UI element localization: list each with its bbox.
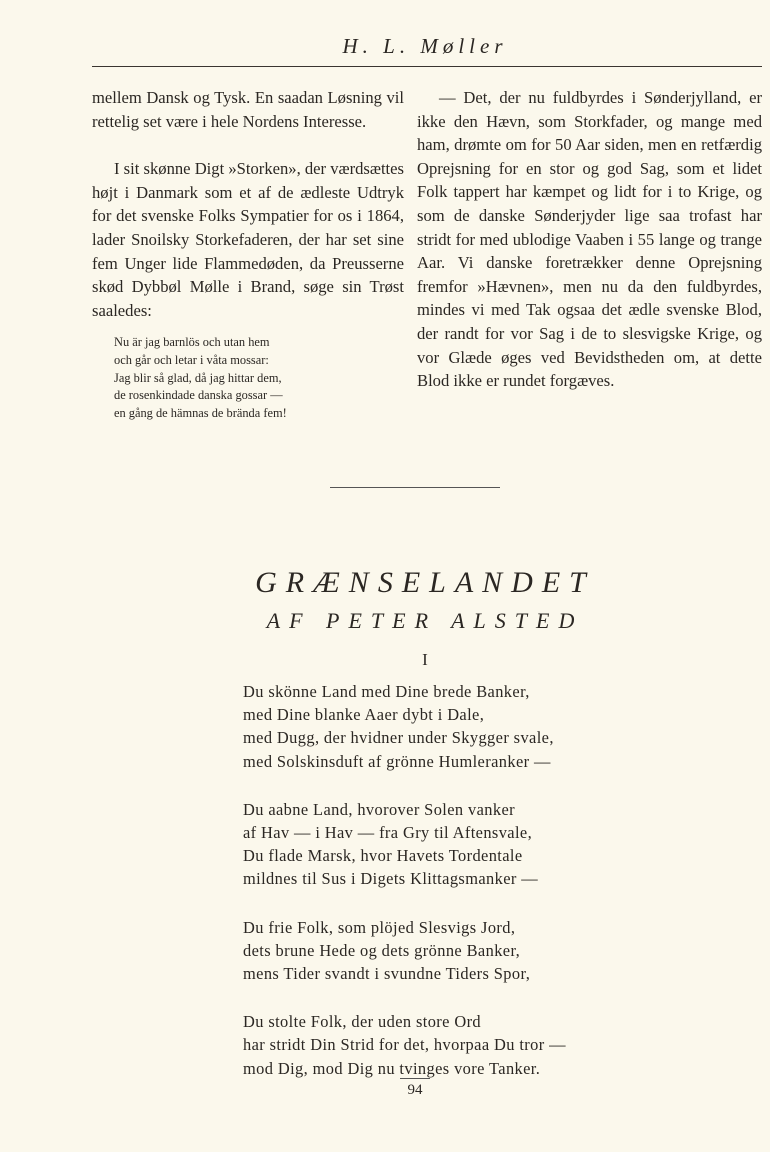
stanza [243,680,566,773]
quote-line: Jag blir så glad, då jag hittar dem, [114,370,282,385]
header-rule [92,66,762,67]
stanza [243,798,566,891]
verse-line: mildnes til Sus i Digets Klittagsmanker — [243,869,539,889]
quote-line: en gång de hämnas de brända fem! [114,405,287,420]
verse-line: Du flade Marsk, hvor Havets Tordentale [243,846,523,866]
paragraph: I sit skønne Digt »Storken», der værdsættes højt i Danmark som et af de ædleste Udtryk for det svenske Folks Sympatier for os i 1864, lader Snoilsky Storkefaderen, der har set sine fem Unger lide Flammedøden, da Preusserne skød Dybbøl Mølle i Brand, søge sin Trøst saaledes: [92,159,404,320]
verse-line: Du frie Folk, som plöjed Slesvigs Jord, [243,917,516,937]
poem-author: AF PETER ALSTED [266,608,584,633]
stanza [243,1010,566,1080]
poem-body [243,680,566,1105]
verse-line: dets brune Hede og dets grönne Banker, [243,940,521,960]
section-divider [330,487,500,488]
page-number: 94 [407,1082,423,1098]
running-head: H. L. Møller [342,34,508,58]
verse-line: af Hav — i Hav — fra Gry til Aftensvale, [243,823,533,843]
paragraph: — Det, der nu fuldbyrdes i Sønderjylland, er ikke den Hævn, som Storkfader, og mange med ham, drømte om for 50 Aar siden, men en retfærdig Oprejsning for en stor og god Sag, som et lidet Folk tappert har kæmpet og lidt for i to Krige, og som de danske Sønderjyder lige saa trofast har stridt for med ublodige Vaaben i 55 lange og trange Aar. Vi danske foretrækker denne Oprejsning fremfor »Hævnen», men nu da den fuldbyrdes, mindes vi med Tak ogsaa det ædle svenske Blod, der randt for vor Sag i de to slesvigske Krige, og vor Glæde øges ved Bevidstheden om, at dette Blod ikke er rundet forgæves. [417,88,762,391]
verse-line: mens Tider svandt i svundne Tiders Spor, [243,964,531,984]
quote-line: de rosenkindade danska gossar — [114,388,283,403]
verse-line: har stridt Din Strid for det, hvorpaa Du tror — [243,1035,566,1055]
quote-line: och går och letar i våta mossar: [114,352,269,367]
verse-line: mod Dig, mod Dig nu tvinges vore Tanker. [243,1058,541,1078]
verse-line: med Dugg, der hvidner under Skygger svale, [243,728,554,748]
quote-line: Nu är jag barnlös och utan hem [114,335,270,350]
verse-line: Du skönne Land med Dine brede Banker, [243,682,530,701]
page-number-rule [400,1078,430,1079]
paragraph: mellem Dansk og Tysk. En saadan Løsning vil rettelig set være i hele Nordens Interesse. [92,88,404,131]
poem-part-number: I [422,650,428,669]
verse-line: Du stolte Folk, der uden store Ord [243,1012,482,1032]
right-column [417,86,762,393]
verse-line: med Solskinsduft af grönne Humleranker — [243,751,551,771]
verse-line: Du aabne Land, hvorover Solen vanker [243,799,516,819]
verse-line: med Dine blanke Aaer dybt i Dale, [243,705,485,725]
swedish-quote [114,334,404,422]
stanza [243,916,566,986]
poem-title: GRÆNSELANDET [255,566,595,599]
left-column [92,86,404,422]
